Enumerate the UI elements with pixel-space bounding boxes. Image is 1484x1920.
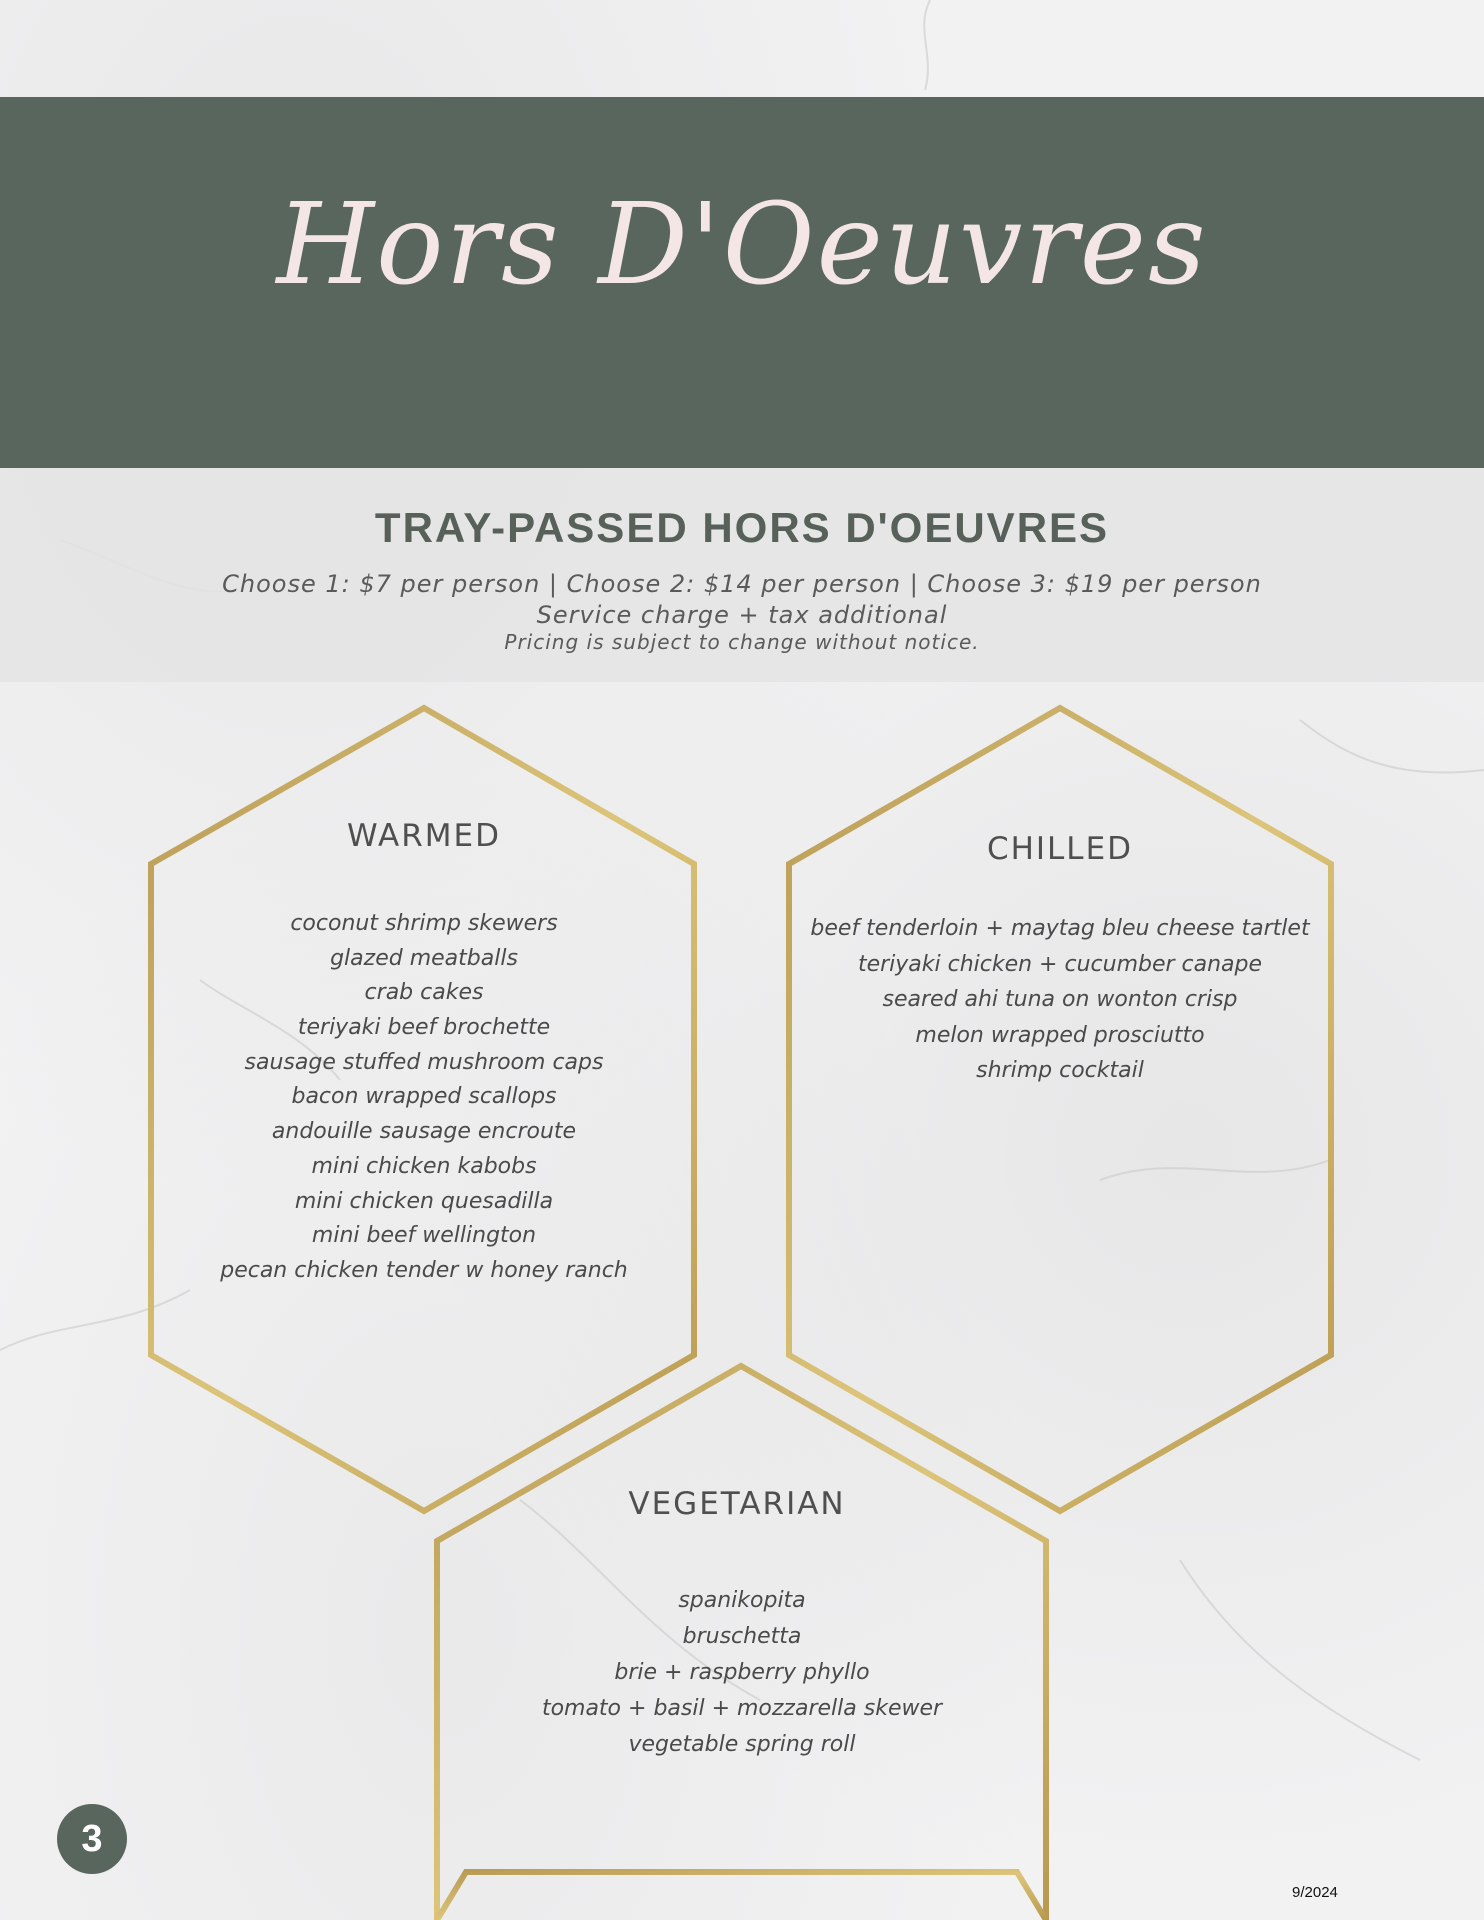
page-title: Hors D'Oeuvres bbox=[276, 180, 1208, 310]
menu-item: spanikopita bbox=[678, 1588, 806, 1613]
menu-item: melon wrapped prosciutto bbox=[915, 1022, 1205, 1048]
menu-item: mini chicken kabobs bbox=[311, 1153, 537, 1179]
menu-item: seared ahi tuna on wonton crisp bbox=[882, 987, 1238, 1012]
chilled-title: CHILLED bbox=[986, 831, 1134, 867]
page-number-badge: 3 bbox=[57, 1804, 127, 1874]
warmed-title: WARMED bbox=[347, 818, 501, 854]
menu-item: coconut shrimp skewers bbox=[290, 911, 558, 936]
section-heading: TRAY-PASSED HORS D'OEUVRES bbox=[374, 504, 1110, 551]
pricing-options: Choose 1: $7 per person | Choose 2: $14 per person | Choose 3: $19 per person bbox=[222, 570, 1262, 598]
menu-item: brie + raspberry phyllo bbox=[614, 1660, 870, 1685]
menu-item: mini chicken quesadilla bbox=[294, 1188, 554, 1214]
menu-item: bruschetta bbox=[682, 1624, 802, 1649]
menu-item: bacon wrapped scallops bbox=[291, 1084, 557, 1110]
menu-item: glazed meatballs bbox=[330, 945, 518, 971]
menu-item: crab cakes bbox=[364, 980, 484, 1006]
menu-item: teriyaki chicken + cucumber canape bbox=[857, 951, 1263, 977]
menu-item: andouille sausage encroute bbox=[271, 1119, 577, 1145]
menu-item: teriyaki beef brochette bbox=[297, 1015, 551, 1041]
vegetarian-items bbox=[492, 1583, 992, 1763]
chilled-hexagon bbox=[789, 708, 1331, 1511]
vegetarian-hexagon-bottom bbox=[437, 1872, 1046, 1920]
menu-item: pecan chicken tender w honey ranch bbox=[220, 1257, 628, 1283]
menu-item: mini beef wellington bbox=[311, 1223, 537, 1249]
vegetarian-title: VEGETARIAN bbox=[628, 1486, 846, 1522]
warmed-items bbox=[174, 907, 674, 1289]
menu-item: sausage stuffed mushroom caps bbox=[244, 1049, 604, 1075]
chilled-items bbox=[790, 911, 1330, 1089]
revision-date: 9/2024 bbox=[1292, 1884, 1338, 1901]
menu-item: vegetable spring roll bbox=[628, 1732, 856, 1757]
menu-item: shrimp cocktail bbox=[976, 1058, 1144, 1083]
menu-item: beef tenderloin + maytag bleu cheese tartlet bbox=[810, 916, 1310, 941]
service-charge-note: Service charge + tax additional bbox=[536, 601, 948, 629]
menu-item: tomato + basil + mozzarella skewer bbox=[541, 1696, 943, 1721]
pricing-disclaimer: Pricing is subject to change without notice. bbox=[504, 630, 980, 654]
